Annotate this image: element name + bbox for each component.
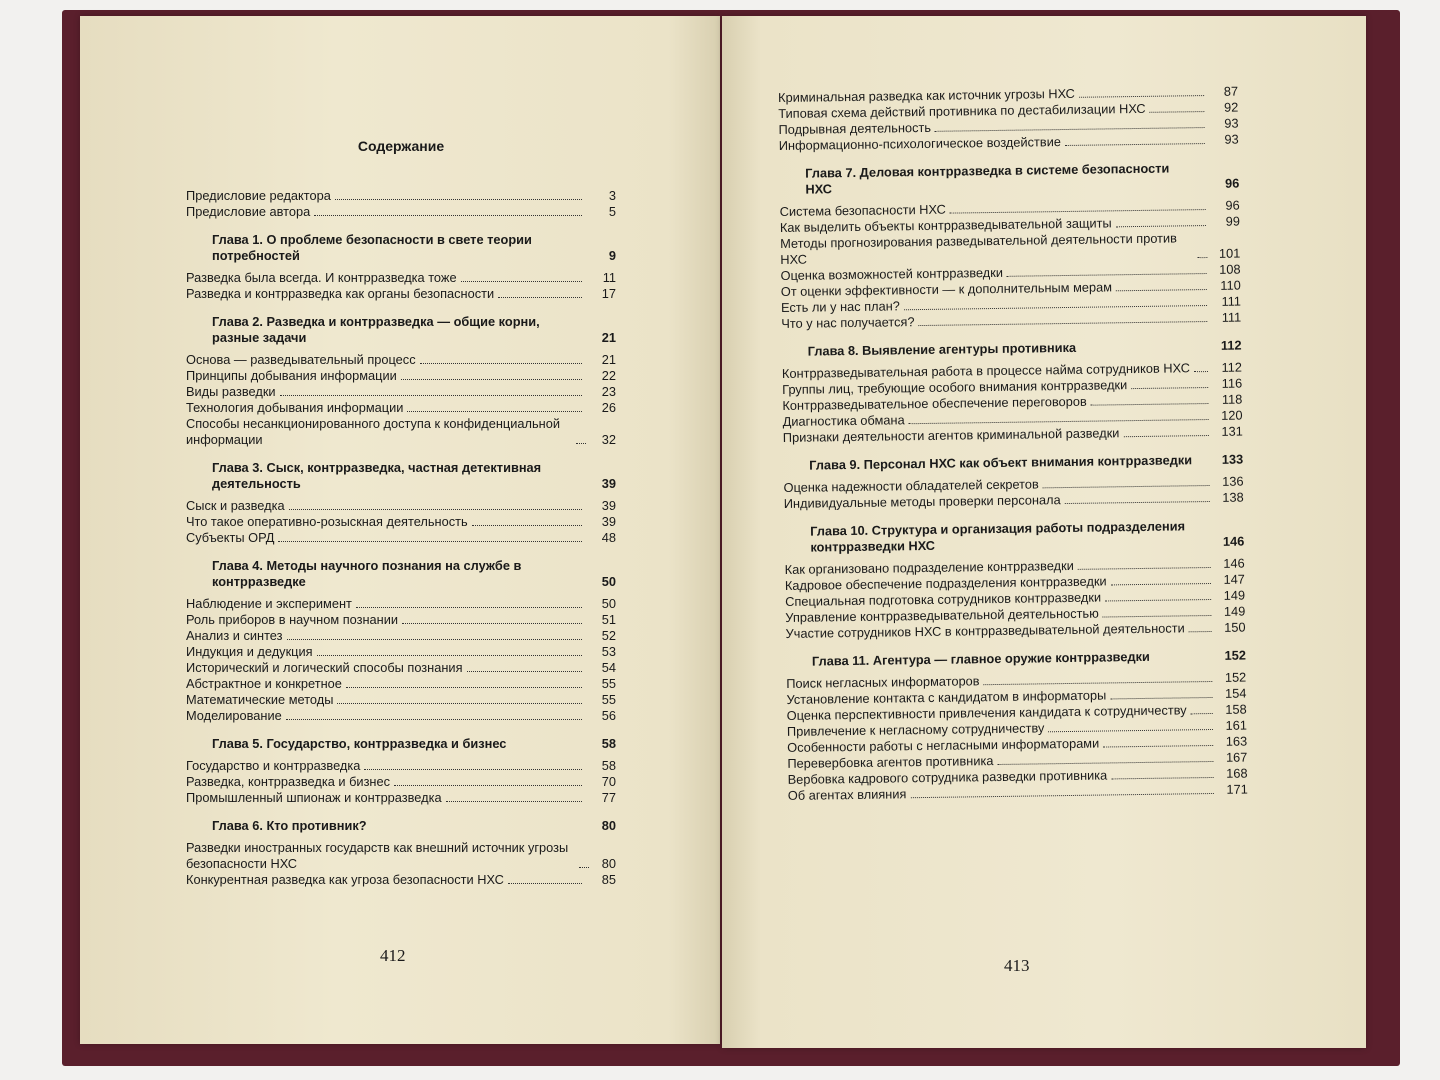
entry-page: 55: [601, 692, 616, 707]
entry-title: Разведка была всегда. И контрразведка тоже: [186, 270, 457, 285]
entry-title: Разведка и контрразведка как органы безопасности: [186, 286, 495, 301]
entry-title: Анализ и синтез: [186, 628, 283, 643]
entry-title: Индивидуальные методы проверки персонала: [783, 492, 1061, 511]
entry-title: Криминальная разведка как источник угрозы НХС: [778, 85, 1075, 105]
right-page: [722, 16, 1366, 1048]
entry-title: Исторический и логический способы познания: [186, 660, 463, 675]
entry-page: 92: [1223, 99, 1239, 115]
toc-entry: [186, 676, 616, 692]
entry-title: Есть ли у нас план?: [780, 298, 900, 315]
entry-page: 53: [601, 644, 616, 659]
toc-entry: [186, 790, 616, 806]
chapter-title: Глава 10. Структура и организация работы подразделения контрразведки НХС: [810, 518, 1186, 555]
toc-entry: [186, 498, 616, 514]
table-of-contents-right: [778, 84, 1248, 804]
entry-title: Основа — разведывательный процесс: [186, 352, 416, 367]
entry-title: Система безопасности НХС: [779, 201, 946, 219]
entry-page: 150: [1224, 619, 1246, 635]
chapter-page: 96: [1225, 175, 1240, 191]
entry-page: 146: [1223, 555, 1245, 571]
chapter-title: Глава 9. Персонал НХС как объект внимания контрразведки: [809, 452, 1193, 473]
entry-title: Оценка надежности обладателей секретов: [783, 476, 1039, 495]
page-number-right: 413: [1004, 956, 1030, 975]
entry-page: 51: [601, 612, 616, 627]
dot-leader: [1191, 713, 1213, 714]
entry-page: 5: [608, 204, 616, 219]
entry-title: Поиск негласных информаторов: [786, 673, 980, 691]
dot-leader: [1048, 729, 1213, 732]
entry-title: Об агентах влияния: [787, 786, 907, 803]
entry-page: 26: [601, 400, 616, 415]
chapter-page: 21: [601, 330, 616, 345]
entry-page: 17: [601, 286, 616, 301]
dot-leader: [402, 623, 582, 624]
entry-page: 163: [1225, 733, 1248, 749]
dot-leader: [467, 671, 583, 672]
toc-entry: [780, 230, 1240, 268]
entry-title: Участие сотрудников НХС в контрразведывательной деятельности: [785, 620, 1185, 641]
dot-leader: [1103, 615, 1212, 618]
toc-entry: [186, 352, 616, 368]
chapter-title: Глава 5. Государство, контрразведка и бизнес: [212, 736, 507, 751]
toc-entry: [186, 872, 616, 888]
dot-leader: [579, 867, 589, 868]
entry-page: 70: [601, 774, 616, 789]
dot-leader: [1111, 583, 1211, 585]
dot-leader: [394, 785, 582, 786]
dot-leader: [356, 607, 582, 608]
dot-leader: [1007, 273, 1207, 277]
entry-page: 158: [1225, 701, 1247, 717]
entry-page: 48: [601, 530, 616, 545]
dot-leader: [1116, 289, 1207, 291]
dot-leader: [1131, 387, 1208, 389]
dot-leader: [289, 509, 582, 510]
chapter-title: Глава 8. Выявление агентуры противника: [807, 339, 1077, 359]
entry-title: Управление контрразведывательной деятельностью: [785, 605, 1099, 625]
chapter-title: Глава 2. Разведка и контрразведка — общие корни, разные задачи: [212, 314, 540, 345]
dot-leader: [461, 281, 582, 282]
dot-leader: [446, 801, 582, 802]
entry-page: 23: [601, 384, 616, 399]
entry-page: 54: [601, 660, 616, 675]
entry-page: 112: [1221, 359, 1243, 375]
toc-entry: [186, 612, 616, 628]
entry-page: 39: [601, 514, 616, 529]
toc-entry: [186, 644, 616, 660]
dot-leader: [364, 769, 582, 770]
entry-title: Оценка возможностей контрразведки: [780, 264, 1004, 283]
entry-page: 131: [1221, 423, 1243, 439]
dot-leader: [280, 395, 582, 396]
entry-page: 136: [1222, 473, 1244, 489]
toc-title: Содержание: [357, 138, 445, 154]
chapter-page: 80: [601, 818, 616, 833]
dot-leader: [1197, 257, 1207, 258]
entry-page: 101: [1218, 245, 1241, 261]
toc-entry: [186, 708, 616, 724]
entry-title: Наблюдение и эксперимент: [186, 596, 352, 611]
entry-title: Математические методы: [186, 692, 334, 707]
entry-title: Вербовка кадрового сотрудника разведки противника: [787, 767, 1108, 787]
entry-page: 77: [601, 790, 616, 805]
chapter-heading: [186, 460, 616, 492]
entry-title: Предисловие редактора: [186, 188, 331, 203]
entry-page: 110: [1220, 277, 1241, 293]
entry-page: 147: [1223, 571, 1245, 587]
dot-leader: [498, 297, 582, 298]
entry-page: 99: [1225, 213, 1240, 229]
entry-title: Технология добывания информации: [186, 400, 404, 415]
chapter-heading: [784, 518, 1244, 556]
dot-leader: [950, 209, 1206, 214]
entry-title: Способы несанкционированного доступа к конфиденциальной информации: [186, 416, 560, 447]
chapter-heading: [186, 818, 616, 834]
chapter-page: 112: [1220, 337, 1242, 353]
dot-leader: [314, 215, 582, 216]
dot-leader: [919, 321, 1208, 326]
entry-page: 118: [1221, 391, 1243, 407]
entry-page: 116: [1221, 375, 1243, 391]
entry-title: Особенности работы с негласными информаторами: [787, 735, 1100, 755]
entry-page: 161: [1225, 717, 1248, 733]
dot-leader: [1078, 567, 1211, 570]
dot-leader: [1105, 599, 1211, 601]
chapter-page: 9: [608, 248, 616, 263]
entry-page: 50: [601, 596, 616, 611]
dot-leader: [1091, 403, 1209, 406]
entry-title: Перевербовка агентов противника: [787, 753, 994, 771]
entry-title: Конкурентная разведка как угроза безопасности НХС: [186, 872, 504, 887]
dot-leader: [1123, 435, 1208, 437]
dot-leader: [346, 687, 582, 688]
dot-leader: [1110, 697, 1212, 699]
dot-leader: [1111, 777, 1213, 779]
entry-title: Роль приборов в научном познании: [186, 612, 399, 627]
entry-title: Контрразведывательная работа в процессе найма сотрудников НХС: [781, 360, 1191, 381]
entry-title: Моделирование: [186, 708, 282, 723]
toc-entry: [186, 596, 616, 612]
entry-title: Что у нас получается?: [781, 314, 915, 331]
chapter-title: Глава 6. Кто противник?: [212, 818, 367, 833]
toc-entry: [186, 368, 616, 384]
dot-leader: [335, 199, 582, 200]
entry-title: Признаки деятельности агентов криминальной разведки: [782, 425, 1120, 445]
toc-entry: [186, 530, 616, 546]
entry-page: 152: [1224, 669, 1247, 685]
chapter-title: Глава 11. Агентура — главное оружие контрразведки: [811, 648, 1150, 669]
dot-leader: [1103, 745, 1213, 748]
toc-entry: [186, 286, 616, 302]
entry-title: Информационно-психологическое воздействие: [778, 134, 1062, 153]
dot-leader: [317, 655, 582, 656]
entry-page: 138: [1222, 489, 1244, 505]
entry-title: Привлечение к негласному сотрудничеству: [786, 720, 1045, 739]
chapter-page: 58: [601, 736, 616, 751]
chapter-title: Глава 4. Методы научного познания на службе в контрразведке: [212, 558, 522, 589]
dot-leader: [1043, 485, 1210, 488]
chapter-page: 39: [601, 476, 616, 491]
chapter-heading: [782, 338, 1242, 360]
chapter-page: 152: [1224, 647, 1247, 663]
toc-entry: [186, 628, 616, 644]
entry-page: 93: [1224, 115, 1239, 131]
chapter-page: 133: [1221, 451, 1244, 467]
entry-page: 108: [1219, 261, 1241, 277]
dot-leader: [1116, 225, 1206, 227]
entry-title: Промышленный шпионаж и контрразведка: [186, 790, 442, 805]
entry-title: Государство и контрразведка: [186, 758, 361, 773]
entry-page: 93: [1224, 131, 1239, 147]
dot-leader: [1065, 143, 1205, 146]
entry-page: 171: [1226, 781, 1248, 797]
entry-title: Специальная подготовка сотрудников контрразведки: [785, 589, 1102, 609]
dot-leader: [1150, 111, 1205, 113]
entry-title: Как выделить объекты контрразведывательной защиты: [779, 215, 1112, 235]
entry-page: 111: [1221, 293, 1242, 309]
chapter-heading: [186, 314, 616, 346]
dot-leader: [997, 761, 1213, 765]
chapter-title: Глава 7. Деловая контрразведка в системе безопасности НХС: [805, 160, 1170, 197]
dot-leader: [278, 541, 582, 542]
entry-page: 85: [601, 872, 616, 887]
dot-leader: [904, 305, 1207, 310]
chapter-title: Глава 1. О проблеме безопасности в свете теории потребностей: [212, 232, 532, 263]
dot-leader: [1079, 95, 1204, 98]
chapter-heading: [786, 648, 1246, 670]
entry-title: Субъекты ОРД: [186, 530, 275, 545]
entry-title: Абстрактное и конкретное: [186, 676, 342, 691]
entry-page: 3: [608, 188, 616, 203]
dot-leader: [287, 639, 583, 640]
entry-title: Контрразведывательное обеспечение переговоров: [782, 393, 1087, 413]
entry-page: 96: [1225, 197, 1240, 213]
entry-page: 120: [1221, 407, 1243, 423]
dot-leader: [508, 883, 582, 884]
entry-title: Виды разведки: [186, 384, 276, 399]
dot-leader: [909, 419, 1209, 424]
dot-leader: [472, 525, 582, 526]
entry-page: 149: [1223, 603, 1246, 619]
table-of-contents-left: [186, 134, 616, 888]
toc-entry: [186, 758, 616, 774]
chapter-heading: [783, 452, 1243, 474]
entry-page: 111: [1221, 309, 1242, 325]
dot-leader: [1065, 501, 1210, 504]
chapter-page: 146: [1222, 533, 1245, 549]
dot-leader: [910, 793, 1213, 798]
dot-leader: [984, 681, 1213, 685]
entry-title: Типовая схема действий противника по дестабилизации НХС: [778, 100, 1146, 121]
entry-page: 167: [1225, 749, 1248, 765]
entry-page: 80: [601, 856, 616, 871]
toc-entry: [186, 270, 616, 286]
entry-page: 11: [602, 270, 616, 285]
chapter-title: Глава 3. Сыск, контрразведка, частная детективная деятельность: [212, 460, 542, 491]
entry-title: Группы лиц, требующие особого внимания контрразведки: [782, 377, 1128, 397]
entry-title: Как организовано подразделение контрразведки: [784, 557, 1074, 577]
dot-leader: [420, 363, 582, 364]
dot-leader: [407, 411, 582, 412]
chapter-page: 50: [601, 574, 616, 589]
toc-entry: [186, 188, 616, 204]
entry-title: От оценки эффективности — к дополнительным мерам: [780, 279, 1113, 299]
entry-page: 32: [601, 432, 616, 447]
entry-title: Оценка перспективности привлечения кандидата к сотрудничеству: [786, 702, 1187, 723]
toc-entry: [186, 204, 616, 220]
entry-title: Индукция и дедукция: [186, 644, 313, 659]
toc-entry: [186, 840, 616, 872]
entry-page: 154: [1225, 685, 1247, 701]
toc-entry: [186, 514, 616, 530]
entry-page: 39: [601, 498, 616, 513]
entry-title: Подрывная деятельность: [778, 119, 932, 137]
dot-leader: [286, 719, 582, 720]
entry-page: 87: [1223, 83, 1239, 99]
entry-page: 52: [601, 628, 616, 643]
chapter-heading: [186, 232, 616, 264]
toc-entry: [186, 692, 616, 708]
entry-title: Что такое оперативно-розыскная деятельность: [186, 514, 468, 529]
dot-leader: [935, 127, 1205, 132]
page-number-left: 412: [380, 946, 406, 965]
entry-page: 22: [601, 368, 616, 383]
toc-entry: [186, 400, 616, 416]
entry-page: 168: [1226, 765, 1248, 781]
chapter-heading: [186, 558, 616, 590]
entry-page: 56: [601, 708, 616, 723]
entry-title: Установление контакта с кандидатом в информаторы: [786, 687, 1107, 707]
dot-leader: [576, 443, 586, 444]
entry-page: 149: [1223, 587, 1246, 603]
dot-leader: [1189, 631, 1212, 632]
chapter-heading: [779, 160, 1239, 198]
dot-leader: [1194, 371, 1208, 372]
dot-leader: [337, 703, 582, 704]
entry-page: 58: [601, 758, 616, 773]
toc-entry: [186, 660, 616, 676]
entry-page: 21: [601, 352, 616, 367]
entry-title: Принципы добывания информации: [186, 368, 397, 383]
entry-title: Сыск и разведка: [186, 498, 285, 513]
entry-title: Разведка, контрразведка и бизнес: [186, 774, 391, 789]
toc-entry: [186, 774, 616, 790]
toc-entry: [186, 384, 616, 400]
entry-title: Кадровое обеспечение подразделения контрразведки: [784, 573, 1107, 593]
dot-leader: [401, 379, 582, 380]
left-page: [80, 16, 720, 1044]
chapter-heading: [186, 736, 616, 752]
entry-title: Предисловие автора: [186, 204, 311, 219]
entry-title: Диагностика обмана: [782, 412, 905, 429]
entry-title: Методы прогнозирования разведывательной деятельности против НХС: [780, 230, 1178, 267]
entry-title: Разведки иностранных государств как внешний источник угрозы безопасности НХС: [186, 840, 569, 871]
entry-page: 55: [601, 676, 616, 691]
toc-entry: [186, 416, 616, 448]
